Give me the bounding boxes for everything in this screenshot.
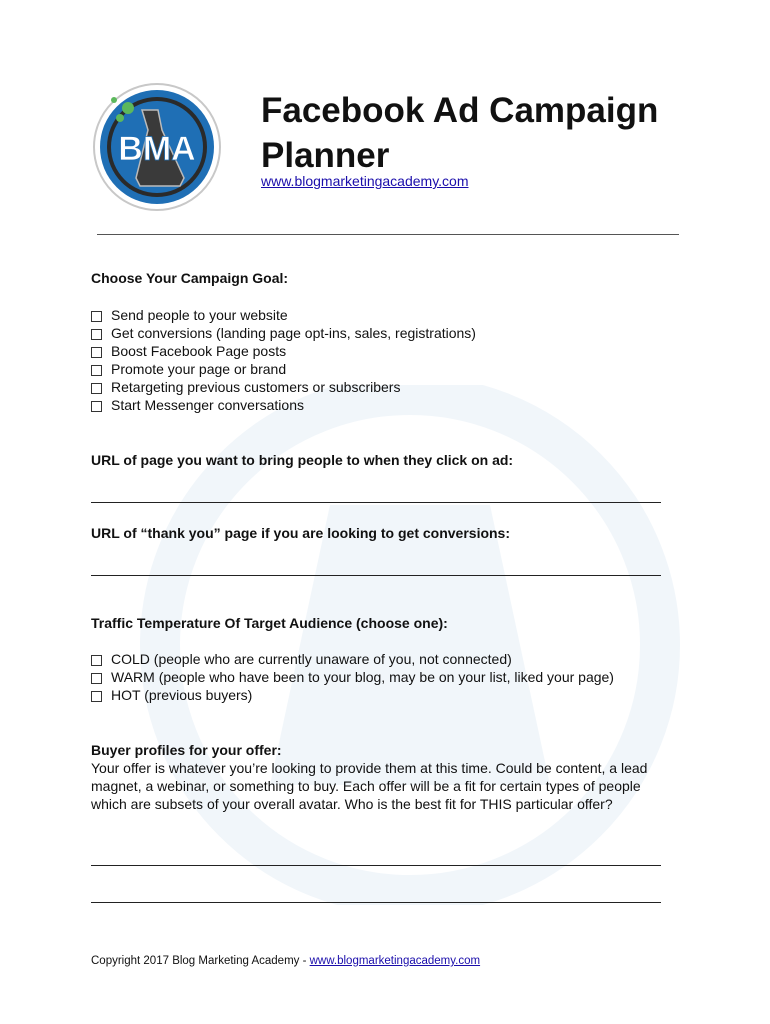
checkbox[interactable] bbox=[91, 347, 102, 358]
landing-url-heading: URL of page you want to bring people to when they click on ad: bbox=[91, 452, 514, 468]
traffic-temperature-option[interactable]: WARM (people who have been to your blog, may be on your list, liked your page) bbox=[91, 668, 614, 686]
traffic-temperature-option[interactable]: COLD (people who are currently unaware of you, not connected) bbox=[91, 650, 614, 668]
bma-logo-icon bbox=[92, 82, 222, 212]
checkbox[interactable] bbox=[91, 673, 102, 684]
thankyou-url-heading: URL of “thank you” page if you are looking to get conversions: bbox=[91, 525, 511, 541]
traffic-temperature-options bbox=[91, 650, 614, 704]
checkbox[interactable] bbox=[91, 311, 102, 322]
copyright-text: Copyright 2017 Blog Marketing Academy - bbox=[91, 955, 310, 967]
header-divider bbox=[97, 234, 679, 235]
buyer-profiles-heading: Buyer profiles for your offer: bbox=[91, 742, 282, 758]
landing-url-field[interactable] bbox=[91, 502, 661, 503]
checkbox[interactable] bbox=[91, 655, 102, 666]
logo-text: BMA bbox=[118, 130, 196, 168]
checkbox[interactable] bbox=[91, 365, 102, 376]
campaign-goal-option[interactable]: Send people to your website bbox=[91, 306, 476, 324]
checkbox[interactable] bbox=[91, 691, 102, 702]
website-link[interactable]: www.blogmarketingacademy.com bbox=[261, 173, 469, 189]
thankyou-url-field[interactable] bbox=[91, 575, 661, 576]
buyer-profiles-field-2[interactable] bbox=[91, 902, 661, 903]
footer-website-link[interactable]: www.blogmarketingacademy.com bbox=[309, 955, 481, 967]
traffic-temperature-option[interactable]: HOT (previous buyers) bbox=[91, 686, 614, 704]
title-line-1: Facebook Ad Campaign bbox=[261, 91, 659, 130]
traffic-temperature-heading: Traffic Temperature Of Target Audience (choose one): bbox=[91, 615, 448, 631]
campaign-goal-option[interactable]: Boost Facebook Page posts bbox=[91, 342, 476, 360]
campaign-goal-options bbox=[91, 306, 476, 414]
checkbox[interactable] bbox=[91, 383, 102, 394]
campaign-goal-option[interactable]: Get conversions (landing page opt-ins, sales, registrations) bbox=[91, 324, 476, 342]
campaign-goal-option[interactable]: Promote your page or brand bbox=[91, 360, 476, 378]
checkbox[interactable] bbox=[91, 329, 102, 340]
title-line-2: Planner bbox=[261, 136, 390, 175]
buyer-profiles-field-1[interactable] bbox=[91, 865, 661, 866]
checkbox[interactable] bbox=[91, 401, 102, 412]
buyer-profiles-description: Your offer is whatever you’re looking to provide them at this time. Could be content, a lead magnet, a webinar, or something to buy. Each offer will be a fit for certain types of people which are subsets of your overall avatar. Who is the best fit for THIS particular offer? bbox=[91, 760, 648, 812]
page-title bbox=[261, 88, 658, 178]
campaign-goal-option[interactable]: Start Messenger conversations bbox=[91, 396, 476, 414]
campaign-goal-option[interactable]: Retargeting previous customers or subscribers bbox=[91, 378, 476, 396]
campaign-goal-heading: Choose Your Campaign Goal: bbox=[91, 270, 289, 286]
footer bbox=[91, 955, 480, 967]
